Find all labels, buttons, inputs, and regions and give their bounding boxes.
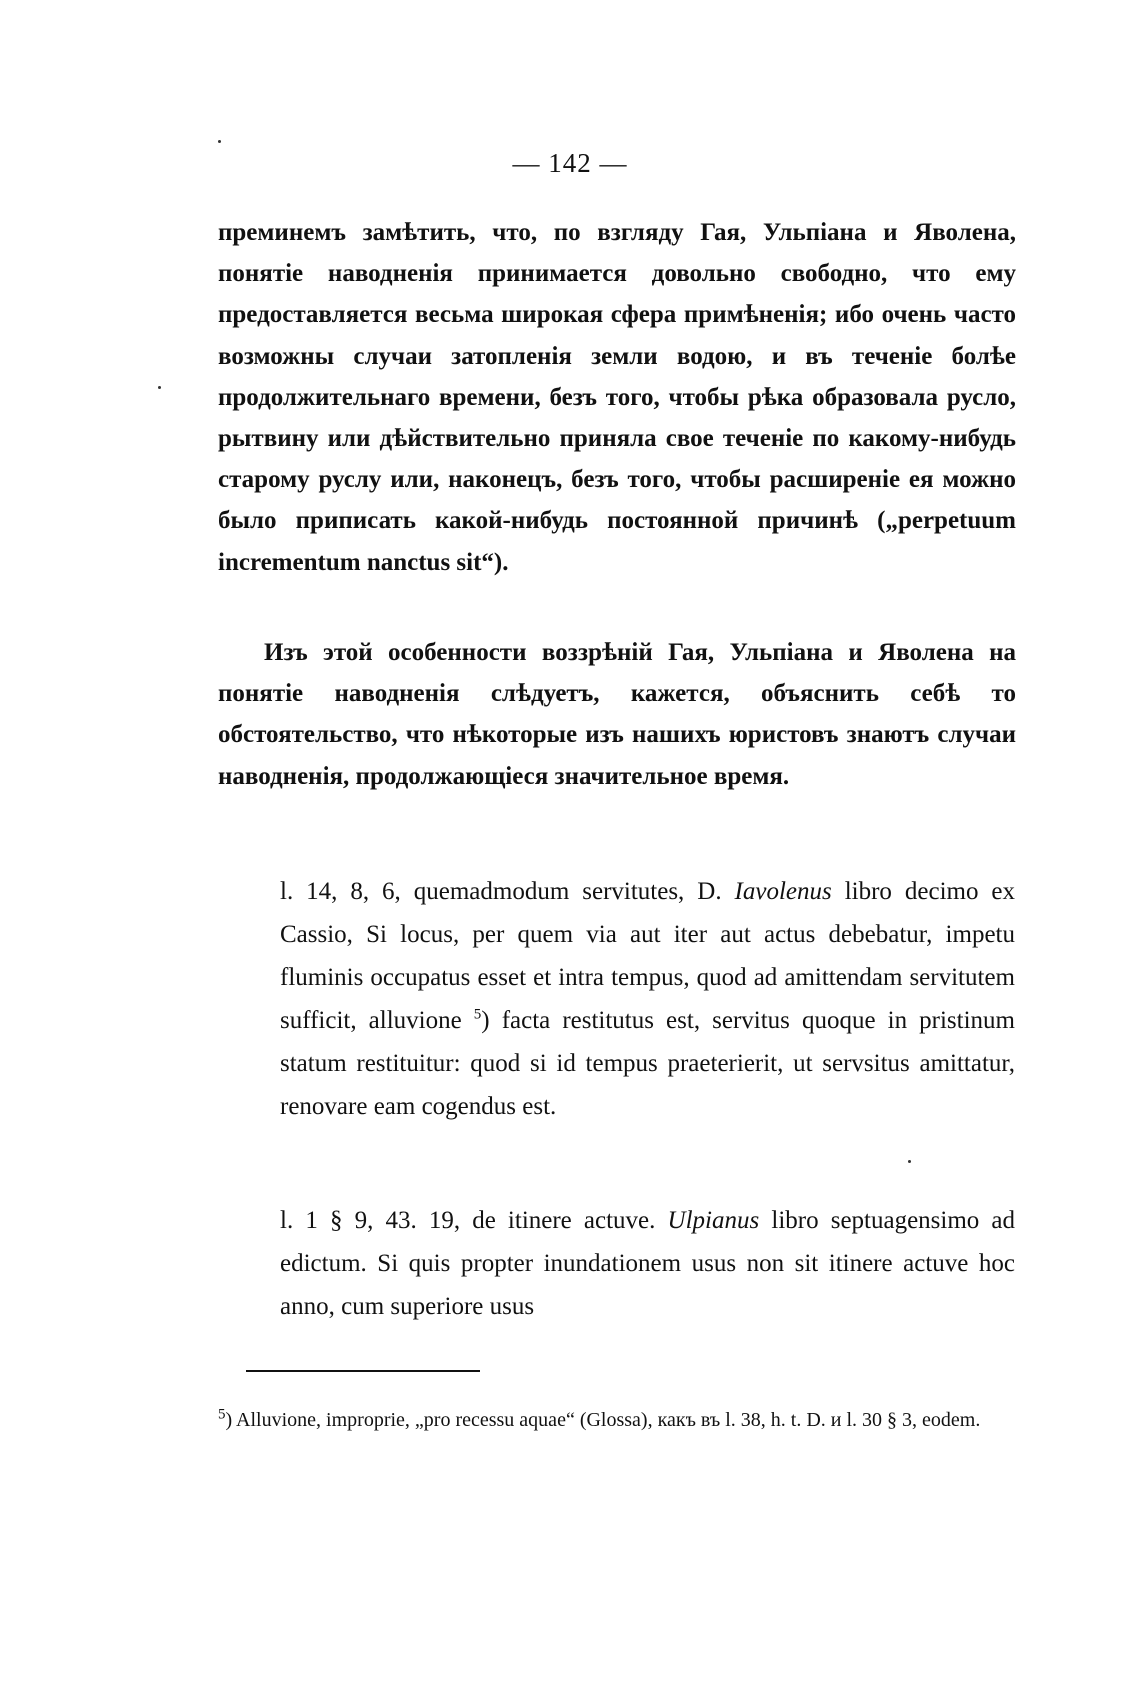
citation-author: Iavolenus [734, 878, 832, 905]
citation-text: libro septuagensimo ad edictum. Si quis propter inundationem usus non sit itinere actuve hoc anno, cum superiore usus [280, 1207, 1016, 1320]
footnote-text: ) Alluvione, improprie, „pro recessu aquae“ (Glossa), какъ въ l. 38, h. t. D. и l. 30 § 3, eodem. [225, 1409, 981, 1431]
paragraph-continued: преминемъ замѣтить, что, по взгляду Гая, Ульпіана и Яволена, понятіе наводненія принимается довольно свободно, что ему предоставляется весьма широкая сфера примѣненія; ибо очень часто возможны случаи затопленія земли водою, и въ теченіе болѣе продолжительнаго времени, безъ того, чтобы рѣка образовала русло, рытвину или дѣйствительно приняла свое теченіе по какому-нибудь старому руслу или, наконецъ, безъ того, чтобы расширеніе ея можно было приписать какой-нибудь постоянной причинѣ („perpetuum incrementum nanctus sit“). [218, 219, 1016, 576]
footnote-marker: 5 [473, 1006, 482, 1023]
footnote [218, 1402, 1016, 1438]
citation-text-continued: ) facta restitutus est, servitus quoque in pristinum statum restituitur: quod si id tempus praeterierit, ut servsitus amittatur, renovare eam cogendus est. [280, 1007, 1016, 1120]
latin-citation-2 [280, 1199, 1015, 1328]
print-speck [158, 386, 161, 389]
page-number: — 142 — [512, 148, 628, 178]
citation-reference: l. 1 § 9, 43. 19, de itinere actuve. [280, 1207, 656, 1234]
print-speck [218, 140, 221, 143]
footnote-separator [246, 1370, 480, 1372]
print-speck [908, 1160, 911, 1163]
paragraph: Изъ этой особенности воззрѣній Гая, Ульпіана и Яволена на понятіе наводненія слѣдуетъ, кажется, объяснить себѣ то обстоятельство, что нѣкоторые изъ нашихъ юристовъ знаютъ случаи наводненія, продолжающіеся значительное время. [218, 639, 1016, 790]
latin-citation-1 [280, 870, 1015, 1128]
citation-author: Ulpianus [667, 1207, 760, 1234]
citation-text: libro decimo ex Cassio, Si locus, per quem via aut iter aut actus debebatur, impetu fluminis occupatus esset et intra tempus, quod ad amittendam servitutem sufficit, alluvione [280, 878, 1016, 1034]
footnote-number: 5 [218, 1406, 226, 1423]
citation-reference: l. 14, 8, 6, quemadmodum servitutes, D. [280, 878, 722, 905]
